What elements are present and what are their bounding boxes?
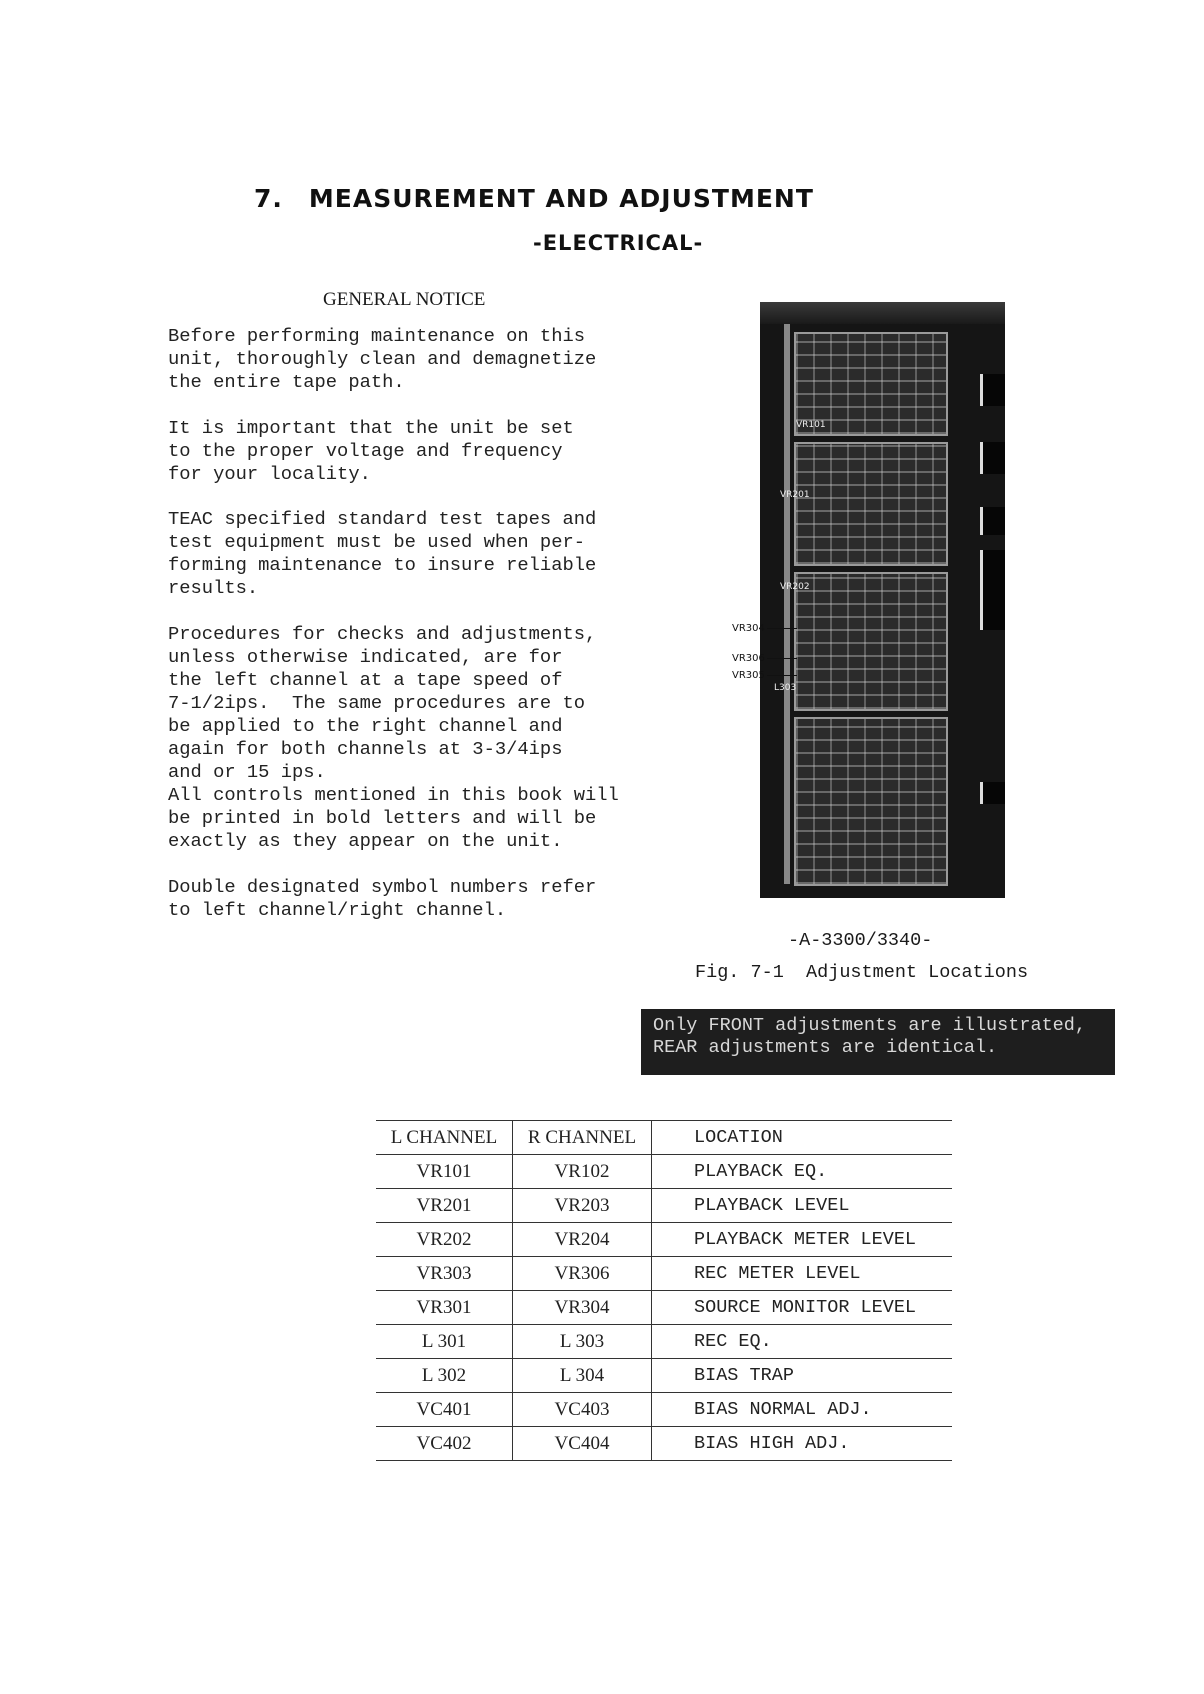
location-cell: BIAS HIGH ADJ. [652, 1427, 953, 1461]
note-line: REAR adjustments are identical. [653, 1037, 998, 1058]
r-channel-cell: VR306 [513, 1257, 652, 1291]
connector-block [980, 782, 1005, 804]
table-row [376, 1325, 952, 1359]
table-row [376, 1291, 952, 1325]
circuit-board-playback-level [794, 442, 948, 566]
location-cell: BIAS TRAP [652, 1359, 953, 1393]
r-channel-cell: VR304 [513, 1291, 652, 1325]
l-channel-cell: VR201 [376, 1189, 513, 1223]
l-channel-cell: L 301 [376, 1325, 513, 1359]
circuit-board-rec [794, 572, 948, 711]
l-channel-cell: VR301 [376, 1291, 513, 1325]
table-row [376, 1155, 952, 1189]
adjustment-table [376, 1120, 952, 1461]
l-channel-cell: L 302 [376, 1359, 513, 1393]
note-line: Only FRONT adjustments are illustrated, [653, 1015, 1086, 1036]
column-header: LOCATION [652, 1121, 953, 1155]
location-cell: PLAYBACK LEVEL [652, 1189, 953, 1223]
location-cell: REC METER LEVEL [652, 1257, 953, 1291]
section-title-text: MEASUREMENT AND ADJUSTMENT [308, 184, 814, 213]
section-subtitle: -ELECTRICAL- [533, 231, 704, 255]
location-cell: PLAYBACK METER LEVEL [652, 1223, 953, 1257]
callout-vr306: VR306 [732, 653, 797, 664]
notice-paragraph: Double designated symbol numbers refer to left channel/right channel. [168, 876, 597, 921]
table-row [376, 1189, 952, 1223]
location-cell: SOURCE MONITOR LEVEL [652, 1291, 953, 1325]
l-channel-cell: VR303 [376, 1257, 513, 1291]
location-cell: PLAYBACK EQ. [652, 1155, 953, 1189]
r-channel-cell: L 303 [513, 1325, 652, 1359]
photo-label-vr101: VR101 [796, 420, 826, 430]
section-title [254, 184, 814, 213]
photo-label-l303: L303 [774, 683, 797, 693]
connector-block [980, 442, 1005, 474]
chassis-top [760, 302, 1005, 324]
table-row [376, 1427, 952, 1461]
notice-paragraph: Before performing maintenance on this unit, thoroughly clean and demagnetize the entire tape path. [168, 325, 597, 393]
notice-paragraph: Procedures for checks and adjustments, unless otherwise indicated, are for the left channel at a tape speed of 7-1/2ips. The same procedures are to be applied to the right channel and again for both channels at 3-3/4ips and or 15 ips. All controls mentioned in this book will be printed in bold letters and will be exactly as they appear on the unit. [168, 623, 619, 852]
photo-label-vr201: VR201 [780, 490, 810, 500]
table-row [376, 1393, 952, 1427]
table-header-row [376, 1121, 952, 1155]
r-channel-cell: VR204 [513, 1223, 652, 1257]
r-channel-cell: L 304 [513, 1359, 652, 1393]
callout-vr305: VR305 [732, 670, 797, 681]
notice-paragraph: TEAC specified standard test tapes and test equipment must be used when per- forming maintenance to insure reliable results. [168, 508, 597, 599]
table-row [376, 1223, 952, 1257]
column-header: R CHANNEL [513, 1121, 652, 1155]
connector-block [980, 550, 1005, 630]
r-channel-cell: VR203 [513, 1189, 652, 1223]
column-header: L CHANNEL [376, 1121, 513, 1155]
l-channel-cell: VC402 [376, 1427, 513, 1461]
circuit-board-bias [794, 717, 948, 886]
r-channel-cell: VR102 [513, 1155, 652, 1189]
callout-vr304: VR304 [732, 623, 797, 634]
notice-heading: GENERAL NOTICE [323, 289, 486, 310]
table-row [376, 1359, 952, 1393]
l-channel-cell: VR101 [376, 1155, 513, 1189]
l-channel-cell: VC401 [376, 1393, 513, 1427]
r-channel-cell: VC404 [513, 1427, 652, 1461]
section-number: 7. [254, 184, 283, 213]
location-cell: REC EQ. [652, 1325, 953, 1359]
chassis-side-rail [784, 324, 790, 884]
photo-label-vr202: VR202 [780, 582, 810, 592]
table-row [376, 1257, 952, 1291]
r-channel-cell: VC403 [513, 1393, 652, 1427]
connector-block [980, 507, 1005, 535]
notice-paragraph: It is important that the unit be set to the proper voltage and frequency for your locality. [168, 417, 574, 485]
location-cell: BIAS NORMAL ADJ. [652, 1393, 953, 1427]
model-number: -A-3300/3340- [788, 930, 933, 951]
adjustment-locations-photo [760, 302, 1005, 898]
illustration-note [641, 1009, 1115, 1075]
figure-caption: Fig. 7-1 Adjustment Locations [695, 962, 1029, 983]
connector-block [980, 374, 1005, 406]
l-channel-cell: VR202 [376, 1223, 513, 1257]
